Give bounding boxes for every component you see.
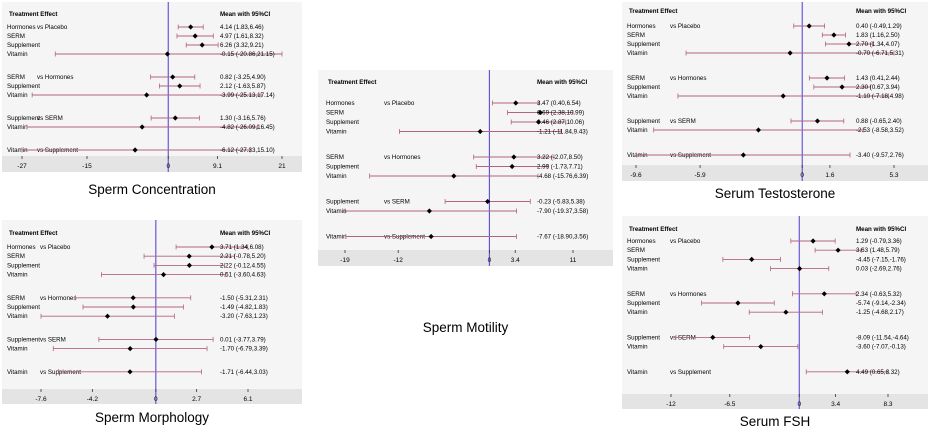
comparison-reference: vs Placebo [670, 23, 701, 30]
row-label: Supplement [627, 118, 661, 125]
row-label: SERM [7, 253, 25, 261]
comparison-reference: vs Placebo [40, 244, 71, 251]
panel-serum-fsh [622, 216, 928, 428]
axis-tick-label: -6.5 [724, 401, 736, 408]
axis-tick-label: -9.6 [630, 172, 642, 179]
mean-ci-value: 0.88 (-0.65,2.40) [856, 118, 902, 125]
comparison-reference: vs Supplement [670, 152, 711, 159]
mean-ci-value: 4.97 (1.61,8.32) [220, 33, 264, 40]
axis-tick-label: 1.6 [825, 172, 835, 179]
row-label: SERM [7, 294, 25, 302]
row-label: Supplement [627, 41, 661, 48]
mean-ci-value: -4.68 (-15.76,6.39) [537, 173, 589, 180]
mean-ci-value: 0.82 (-3.25,4.90) [220, 74, 266, 81]
row-label: Vitamin [627, 93, 648, 100]
mean-ci-value: 2.21 (-0.78,5.20) [220, 253, 266, 261]
row-label: Vitamin [627, 309, 648, 317]
axis-tick-label: -27 [17, 163, 27, 170]
row-label: Supplement [627, 334, 661, 342]
row-label: Vitamin [326, 173, 347, 180]
mean-ci-value: -4.82 (-26.09,16.45) [220, 124, 275, 131]
row-label: Hormones [326, 100, 355, 107]
mean-ci-value: 1.30 (-3.16,5.76) [220, 115, 266, 122]
comparison-reference: vs Hormones [37, 74, 74, 81]
axis-tick-label: 2.7 [192, 396, 202, 403]
comparison-reference: vs Hormones [384, 154, 421, 161]
row-label: Supplement [7, 115, 41, 122]
mean-ci-value: -1.21 (-11.84,9.43) [537, 128, 588, 136]
mean-ci-value: 3.63 (1.48,5.79) [856, 247, 900, 255]
mean-ci-value: -1.25 (-4.68,2.17) [856, 309, 904, 317]
row-label: SERM [627, 290, 645, 298]
comparison-reference: vs Supplement [40, 368, 81, 376]
comparison-reference: vs Hormones [670, 75, 707, 82]
mean-ci-value: 3.71 (1.34,6.08) [220, 244, 264, 251]
row-label: Vitamin [7, 271, 28, 279]
forest-plot-serum-fsh [622, 216, 928, 412]
row-label: Supplement [7, 262, 41, 270]
mean-ci-value: -0.15 (-20.86,21.15) [220, 51, 275, 58]
axis-tick-label: 0 [154, 396, 158, 403]
axis-tick-label: -12 [393, 257, 403, 264]
mean-ci-value: -8.09 (-11.54,-4.64) [856, 334, 909, 342]
row-label: Supplement [627, 300, 661, 307]
mean-ci-value: 0.40 (-0.49,1.29) [856, 23, 902, 30]
axis-tick-label: -7.6 [35, 396, 47, 403]
forest-plot-sperm-concentration [2, 2, 302, 180]
mean-ci-value: -1.49 (-4.82,1.83) [220, 304, 268, 311]
row-label: Vitamin [7, 124, 28, 131]
row-label: Supplement [7, 83, 41, 90]
row-label: Vitamin [7, 51, 28, 58]
row-label: Vitamin [7, 345, 28, 353]
panel-title: Sperm Morphology [94, 410, 210, 425]
axis-tick-label: 6.1 [243, 396, 253, 403]
axis-tick-label: 0 [797, 401, 802, 408]
axis-tick-label: -4.2 [86, 396, 98, 403]
header-mean-ci: Mean with 95%CI [220, 11, 271, 18]
mean-ci-value: 1.83 (1.16,2.50) [856, 32, 900, 39]
row-label: Supplement [326, 163, 360, 171]
mean-ci-value: 2.99 (-1.73,7.71) [537, 163, 583, 171]
row-label: SERM [326, 109, 344, 117]
axis-background [2, 156, 302, 172]
mean-ci-value: -1.71 (-6.44,3.03) [220, 368, 268, 376]
row-label: Vitamin [7, 147, 28, 154]
axis-tick-label: 0 [487, 257, 492, 264]
panel-sperm-morphology [2, 220, 302, 428]
comparison-reference: vs SERM [37, 115, 63, 122]
mean-ci-value: -3.99 (-25.13,17.14) [220, 92, 275, 99]
row-label: Vitamin [627, 127, 648, 134]
mean-ci-value: 2.12 (-1.63,5.87) [220, 83, 266, 90]
mean-ci-value: -1.70 (-6.79,3.39) [220, 345, 268, 353]
mean-ci-value: -0.23 (-5.83,5.38) [537, 198, 585, 206]
mean-ci-value: -3.40 (-9.57,2.76) [856, 152, 904, 159]
comparison-reference: vs SERM [670, 334, 696, 342]
row-label: Supplement [627, 256, 661, 264]
mean-ci-value: 2.22 (-0.12,4.55) [220, 262, 266, 270]
mean-ci-value: 6.46 (2.87,10.06) [537, 119, 585, 126]
comparison-reference: vs Placebo [670, 238, 701, 245]
axis-background [622, 165, 928, 181]
axis-background [2, 389, 302, 404]
mean-ci-value: -1.10 (-7.18,4.98) [856, 93, 904, 100]
forest-plot-sperm-morphology [2, 220, 302, 408]
mean-ci-value: -1.50 (-5.31,2.31) [220, 294, 268, 302]
mean-ci-value: -7.67 (-18.90,3.56) [537, 233, 589, 241]
row-label: SERM [7, 33, 25, 40]
mean-ci-value: -7.90 (-19.37,3.58) [537, 208, 589, 215]
mean-ci-value: 6.69 (2.38,10.99) [537, 109, 585, 117]
header-mean-ci: Mean with 95%CI [856, 8, 907, 15]
mean-ci-value: 4.14 (1.83,6.46) [220, 24, 264, 31]
mean-ci-value: 3.47 (0.40,6.54) [537, 100, 581, 107]
mean-ci-value: 2.30 (0.67,3.94) [856, 84, 900, 91]
mean-ci-value: 0.03 (-2.69,2.76) [856, 265, 902, 273]
axis-tick-label: 8.3 [883, 401, 893, 408]
row-label: Supplement [7, 42, 41, 49]
mean-ci-value: -2.53 (-8.58,3.52) [856, 127, 904, 134]
axis-tick-label: 21 [278, 163, 286, 170]
row-label: Supplement [326, 198, 360, 206]
row-label: Hormones [7, 244, 36, 251]
comparison-reference: vs Hormones [670, 290, 707, 298]
forest-plot-sperm-motility [318, 70, 613, 270]
row-label: SERM [627, 247, 645, 255]
row-label: Vitamin [326, 208, 347, 215]
header-treatment-effect: Treatment Effect [629, 8, 678, 15]
mean-ci-value: -5.74 (-9.14,-2.34) [856, 300, 906, 307]
mean-ci-value: 4.49 (0.65,8.32) [856, 368, 900, 376]
row-label: SERM [627, 32, 645, 39]
row-label: Supplement [326, 119, 360, 126]
comparison-reference: vs SERM [670, 118, 696, 125]
panel-title: Serum Testosterone [714, 186, 836, 201]
panel-title: Serum FSH [739, 414, 811, 429]
mean-ci-value: 3.22 (-2.07,8.50) [537, 154, 583, 161]
comparison-reference: vs Supplement [670, 368, 711, 376]
mean-ci-value: 2.70 (1.34,4.07) [856, 41, 900, 48]
axis-tick-label: 9.1 [213, 163, 223, 170]
row-label: Vitamin [7, 368, 28, 376]
axis-tick-label: 11 [569, 257, 577, 264]
row-label: Supplement [627, 84, 661, 91]
panel-title: Sperm Motility [422, 320, 509, 335]
mean-ci-value: -3.20 (-7.63,1.23) [220, 313, 268, 321]
row-label: SERM [7, 74, 25, 81]
row-label: Vitamin [627, 368, 648, 376]
mean-ci-value: -0.70 (-6.71,5.31) [856, 50, 904, 57]
header-treatment-effect: Treatment Effect [9, 230, 58, 237]
row-label: Vitamin [627, 50, 648, 57]
mean-ci-value: 1.29 (-0.79,3.36) [856, 238, 902, 245]
row-label: Hormones [627, 238, 656, 245]
header-treatment-effect: Treatment Effect [9, 11, 58, 18]
header-mean-ci: Mean with 95%CI [537, 79, 588, 86]
comparison-reference: vs SERM [40, 336, 66, 344]
axis-tick-label: 3.4 [510, 257, 520, 264]
axis-tick-label: -15 [82, 163, 92, 170]
row-label: Vitamin [7, 313, 28, 321]
panel-sperm-concentration [2, 2, 302, 204]
axis-tick-label: -5.9 [694, 172, 706, 179]
header-treatment-effect: Treatment Effect [328, 79, 377, 86]
mean-ci-value: 6.26 (3.32,9.21) [220, 42, 264, 49]
axis-tick-label: 3.4 [831, 401, 841, 408]
row-label: Hormones [627, 23, 656, 30]
row-label: Vitamin [326, 233, 347, 241]
row-label: Vitamin [627, 152, 648, 159]
header-mean-ci: Mean with 95%CI [856, 226, 907, 233]
mean-ci-value: 2.34 (-0.63,5.32) [856, 290, 902, 298]
row-label: SERM [326, 154, 344, 161]
mean-ci-value: 0.51 (-3.60,4.63) [220, 271, 266, 279]
header-mean-ci: Mean with 95%CI [220, 230, 271, 237]
axis-tick-label: 0 [166, 163, 171, 170]
axis-tick-label: -19 [340, 257, 350, 264]
axis-tick-label: 5.3 [889, 172, 899, 179]
row-label: SERM [627, 75, 645, 82]
row-label: Hormones [7, 24, 36, 31]
forest-plot-serum-testosterone [622, 2, 928, 184]
comparison-reference: vs SERM [384, 198, 410, 206]
header-treatment-effect: Treatment Effect [629, 226, 678, 233]
comparison-reference: vs Hormones [40, 294, 77, 302]
comparison-reference: vs Supplement [384, 233, 425, 241]
comparison-reference: vs Placebo [37, 24, 68, 31]
mean-ci-value: 0.01 (-3.77,3.79) [220, 336, 266, 344]
axis-tick-label: -12 [666, 401, 676, 408]
mean-ci-value: -3.60 (-7.07,-0.13) [856, 343, 906, 351]
row-label: Vitamin [7, 92, 28, 99]
row-label: Vitamin [627, 343, 648, 351]
row-label: Supplement [7, 336, 41, 344]
panel-title: Sperm Concentration [88, 182, 216, 197]
mean-ci-value: -6.12 (-27.33,15.10) [220, 147, 275, 154]
panel-serum-testosterone [622, 2, 928, 204]
panel-sperm-motility [318, 70, 613, 362]
row-label: Supplement [7, 304, 41, 311]
mean-ci-value: -4.45 (-7.15,-1.76) [856, 256, 906, 264]
row-label: Vitamin [326, 128, 347, 136]
axis-tick-label: 0 [800, 172, 805, 179]
comparison-reference: vs Supplement [37, 147, 78, 154]
mean-ci-value: 1.43 (0.41,2.44) [856, 75, 900, 82]
row-label: Vitamin [627, 265, 648, 273]
comparison-reference: vs Placebo [384, 100, 415, 107]
